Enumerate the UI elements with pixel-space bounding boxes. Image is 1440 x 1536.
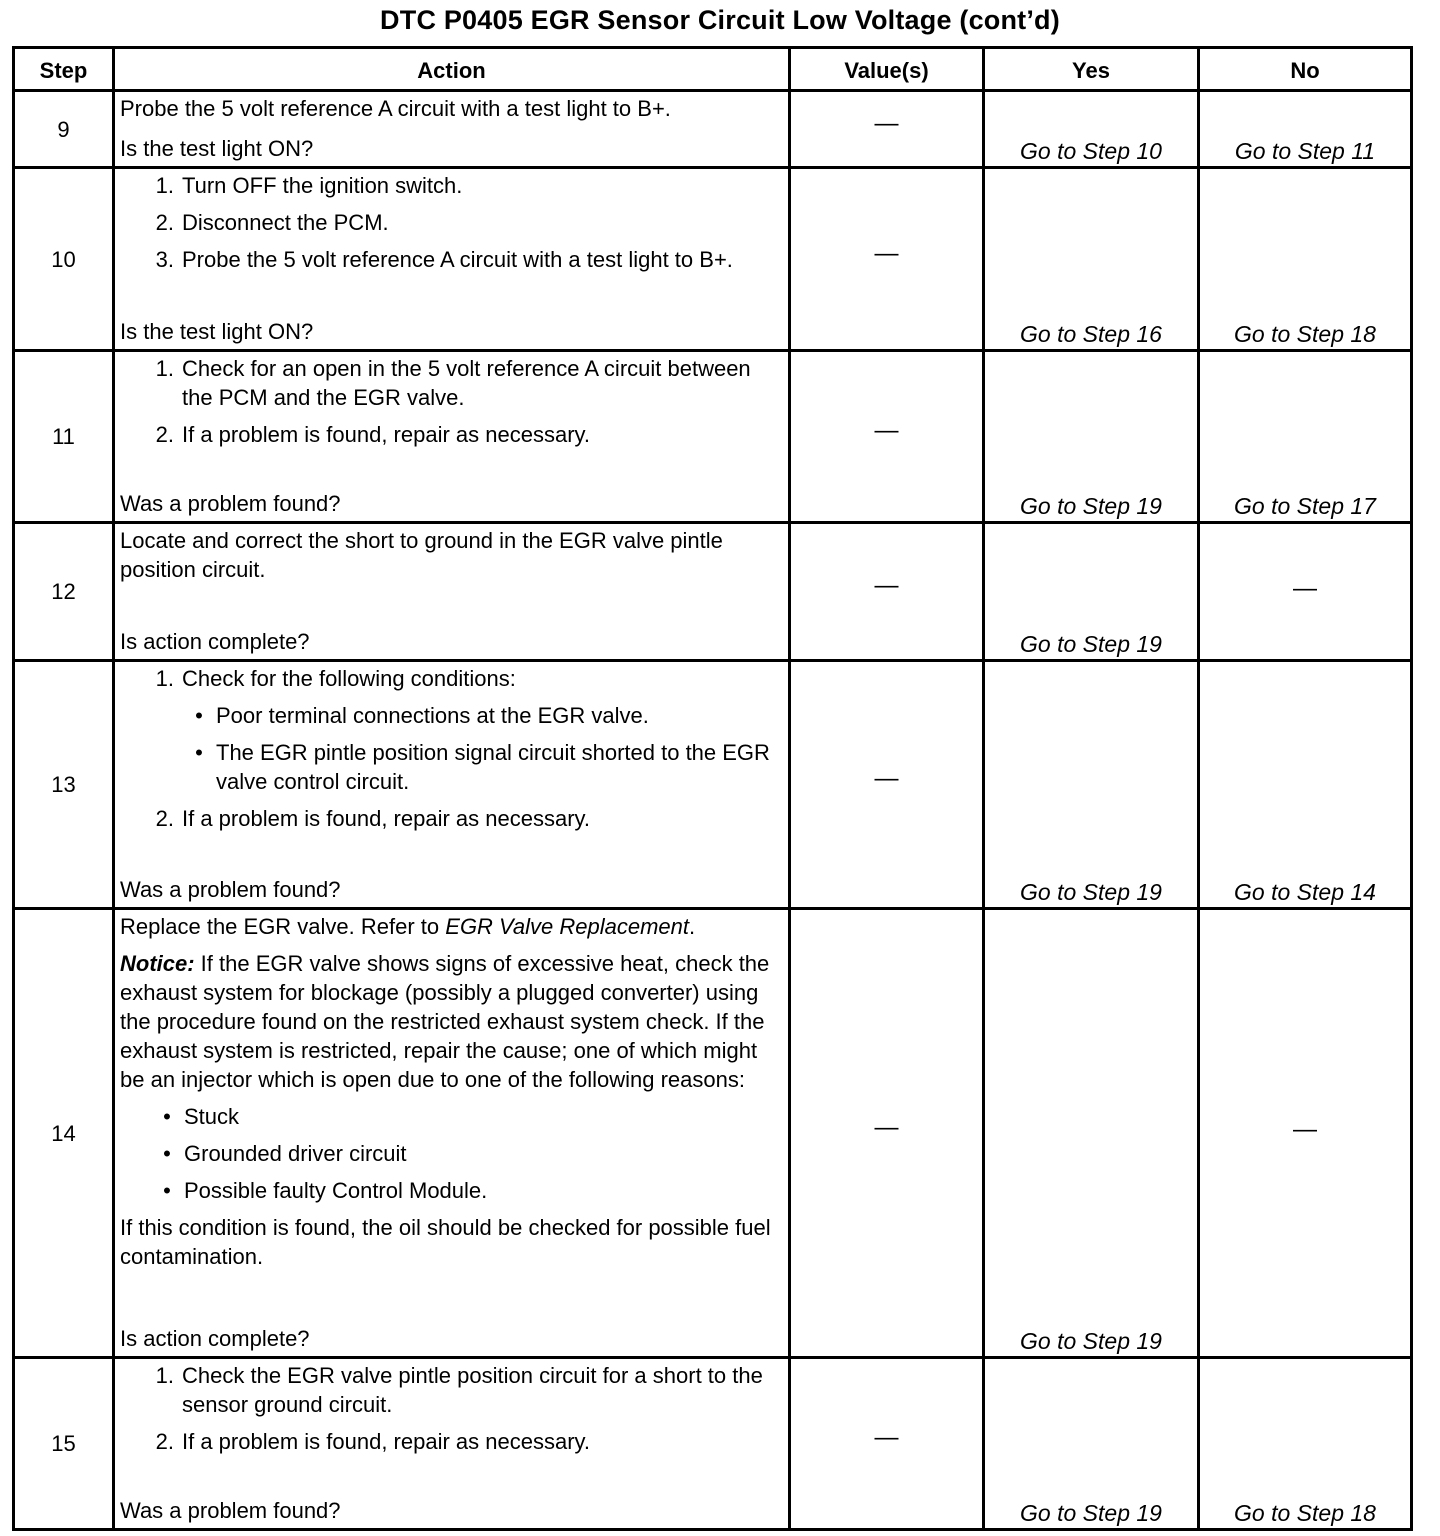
yes-goto: Go to Step 19	[1020, 1500, 1162, 1526]
list-item	[120, 245, 784, 274]
action-cell	[114, 661, 790, 909]
action-cell	[114, 909, 790, 1358]
step-number: 14	[14, 909, 114, 1358]
bullet-icon: •	[195, 703, 203, 728]
action-question: Is action complete?	[120, 629, 310, 654]
step-number: 13	[14, 661, 114, 909]
list-number: 3.	[155, 247, 174, 272]
yes-cell	[984, 91, 1199, 168]
action-text	[120, 912, 784, 941]
no-cell	[1199, 91, 1412, 168]
action-cell	[114, 523, 790, 661]
action-cell	[114, 91, 790, 168]
bullet-item	[120, 1102, 784, 1131]
bullet-text: Grounded driver circuit	[184, 1141, 407, 1166]
list-text: Probe the 5 volt reference A circuit with a test light to B+.	[182, 247, 733, 272]
bullet-item	[120, 701, 784, 730]
no-goto: Go to Step 17	[1234, 493, 1376, 519]
value-cell	[790, 661, 984, 909]
action-question: Is the test light ON?	[120, 136, 314, 161]
no-cell	[1199, 168, 1412, 351]
value-text: —	[874, 572, 899, 599]
yes-cell	[984, 351, 1199, 523]
table-row	[14, 909, 1412, 1358]
no-goto: Go to Step 11	[1234, 138, 1376, 164]
yes-goto: Go to Step 10	[1020, 138, 1162, 164]
no-cell	[1199, 909, 1412, 1358]
header-no: No	[1199, 48, 1412, 91]
bullet-icon: •	[163, 1178, 171, 1203]
no-cell	[1199, 351, 1412, 523]
step-number: 12	[14, 523, 114, 661]
value-cell	[790, 351, 984, 523]
action-cell	[114, 351, 790, 523]
yes-cell	[984, 168, 1199, 351]
no-goto: Go to Step 14	[1234, 879, 1376, 905]
value-text: —	[874, 109, 899, 137]
list-text: Turn OFF the ignition switch.	[182, 173, 463, 198]
list-number: 1.	[155, 666, 174, 691]
yes-goto: Go to Step 19	[1020, 631, 1162, 657]
value-text: —	[874, 417, 899, 444]
yes-goto: Go to Step 19	[1020, 493, 1162, 519]
list-number: 2.	[155, 1429, 174, 1454]
value-text: —	[874, 1424, 899, 1451]
list-number: 2.	[155, 422, 174, 447]
notice-text: If the EGR valve shows signs of excessive heat, check the exhaust system for blockage (possibly a plugged converter) using the procedure found on the restricted exhaust system check. If the exhaust system is restricted, repair the cause; one of which might be an injector which is open due to one of the following reasons:	[120, 951, 770, 1092]
list-item	[120, 420, 784, 449]
value-cell	[790, 523, 984, 661]
list-item	[120, 804, 784, 833]
no-dash: —	[1293, 574, 1317, 602]
list-text: If a problem is found, repair as necessary.	[182, 1429, 591, 1454]
list-text: Check for an open in the 5 volt reference A circuit between the PCM and the EGR valve.	[182, 356, 751, 410]
yes-cell	[984, 1358, 1199, 1530]
table-row	[14, 1358, 1412, 1530]
list-item	[120, 354, 784, 412]
bullet-item	[120, 1139, 784, 1168]
value-text: —	[874, 765, 899, 792]
bullet-text: Possible faulty Control Module.	[184, 1178, 488, 1203]
no-cell	[1199, 1358, 1412, 1530]
table-row	[14, 523, 1412, 661]
action-question: Was a problem found?	[120, 877, 341, 902]
yes-cell	[984, 523, 1199, 661]
yes-cell	[984, 661, 1199, 909]
list-item	[120, 1361, 784, 1419]
list-item	[120, 208, 784, 237]
value-cell	[790, 91, 984, 168]
header-row	[14, 48, 1412, 91]
list-item	[120, 1427, 784, 1456]
header-action: Action	[114, 48, 790, 91]
table-row	[14, 351, 1412, 523]
value-text: —	[874, 1113, 899, 1141]
step-number: 15	[14, 1358, 114, 1530]
value-cell	[790, 168, 984, 351]
bullet-icon: •	[163, 1104, 171, 1129]
value-cell	[790, 1358, 984, 1530]
list-number: 2.	[155, 806, 174, 831]
action-cell	[114, 168, 790, 351]
action-text: Locate and correct the short to ground in the EGR valve pintle position circuit.	[120, 528, 723, 582]
bullet-icon: •	[195, 740, 203, 765]
action-text: If this condition is found, the oil should be checked for possible fuel contamination.	[120, 1215, 771, 1269]
bullet-item	[120, 1176, 784, 1205]
action-question: Was a problem found?	[120, 1498, 341, 1523]
list-number: 2.	[155, 210, 174, 235]
notice-label: Notice:	[120, 951, 195, 976]
yes-cell	[984, 909, 1199, 1358]
list-text: If a problem is found, repair as necessary.	[182, 806, 591, 831]
bullet-text: Stuck	[184, 1104, 240, 1129]
bullet-item	[120, 738, 784, 796]
list-text: Disconnect the PCM.	[182, 210, 389, 235]
step-number: 11	[14, 351, 114, 523]
yes-goto: Go to Step 16	[1020, 321, 1162, 347]
list-text: Check for the following conditions:	[182, 666, 516, 691]
action-text-suffix: .	[689, 914, 696, 939]
list-number: 1.	[155, 356, 174, 381]
table-row	[14, 91, 1412, 168]
no-cell	[1199, 661, 1412, 909]
no-cell	[1199, 523, 1412, 661]
header-yes: Yes	[984, 48, 1199, 91]
diagnostic-table	[12, 46, 1413, 1531]
action-cell	[114, 1358, 790, 1530]
value-text: —	[874, 239, 899, 267]
action-text: Probe the 5 volt reference A circuit with a test light to B+.	[120, 96, 671, 121]
yes-goto: Go to Step 19	[1020, 1328, 1162, 1354]
action-question: Is action complete?	[120, 1326, 310, 1351]
table-row	[14, 168, 1412, 351]
no-dash: —	[1293, 1116, 1317, 1143]
bullet-text: Poor terminal connections at the EGR valve.	[216, 703, 649, 728]
list-text: If a problem is found, repair as necessary.	[182, 422, 591, 447]
step-number: 9	[14, 91, 114, 168]
list-number: 1.	[155, 173, 174, 198]
bullet-text: The EGR pintle position signal circuit shorted to the EGR valve control circuit.	[216, 740, 770, 794]
action-question: Was a problem found?	[120, 491, 341, 516]
value-cell	[790, 909, 984, 1358]
list-text: Check the EGR valve pintle position circuit for a short to the sensor ground circuit.	[182, 1363, 763, 1417]
action-question: Is the test light ON?	[120, 319, 314, 344]
header-values: Value(s)	[790, 48, 984, 91]
page-title: DTC P0405 EGR Sensor Circuit Low Voltage (cont’d)	[380, 5, 1060, 35]
bullet-icon: •	[163, 1141, 171, 1166]
list-item	[120, 171, 784, 200]
yes-goto: Go to Step 19	[1020, 879, 1162, 905]
header-step: Step	[14, 48, 114, 91]
no-goto: Go to Step 18	[1234, 321, 1376, 347]
list-number: 1.	[155, 1363, 174, 1388]
table-row	[14, 661, 1412, 909]
no-goto: Go to Step 18	[1234, 1500, 1376, 1526]
reference-link[interactable]: EGR Valve Replacement	[445, 914, 690, 939]
notice-paragraph	[120, 949, 784, 1094]
step-number: 10	[14, 168, 114, 351]
action-text-prefix: Replace the EGR valve. Refer to	[120, 914, 446, 939]
list-item	[120, 664, 784, 693]
